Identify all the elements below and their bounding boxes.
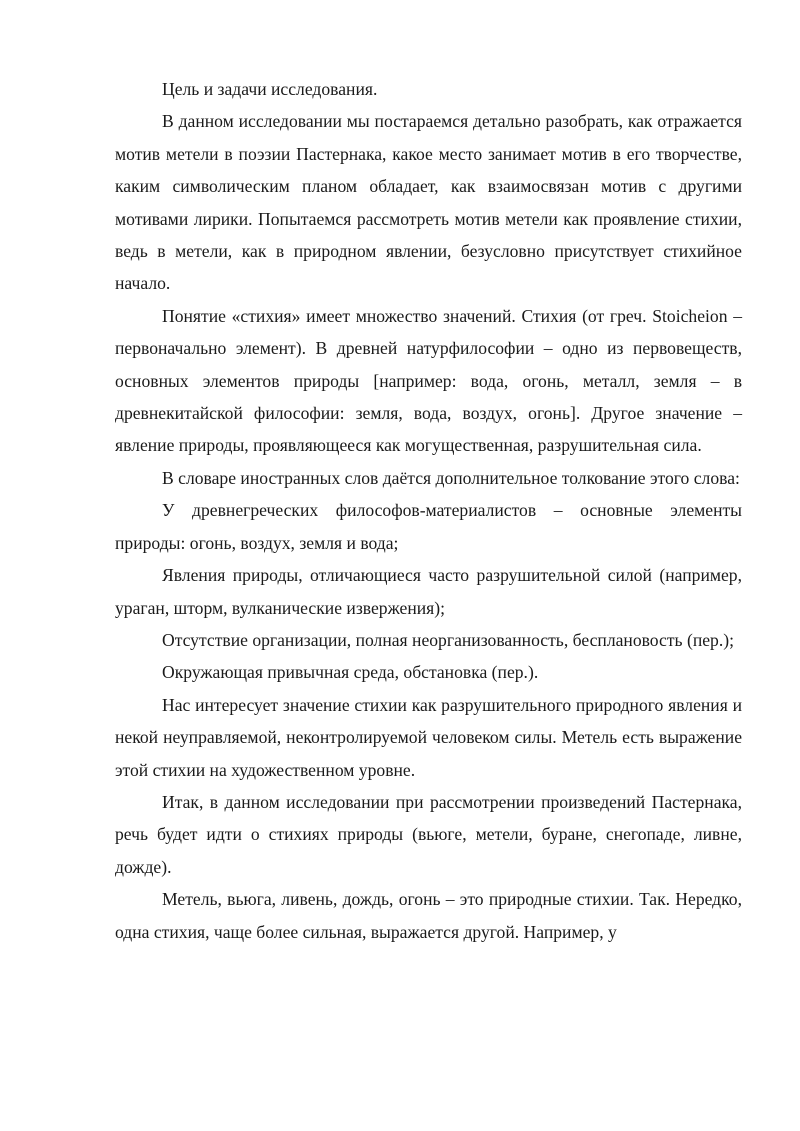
definition-item-3: Отсутствие организации, полная неорганизованность, бесплановость (пер.); (162, 629, 734, 650)
paragraph-research-goal: В данном исследовании мы постараемся детально разобрать, как отражается мотив метели в поэзии Пастернака, какое место занимает мотив в его творчестве, каким символическим планом обладает, как взаимосвязан мотив с другими мотивами лирики. Попытаемся рассмотреть мотив метели как проявление стихии, ведь в метели, как в природном явлении, безусловно присутствует стихийное начало. (115, 111, 742, 294)
paragraph-interest: Нас интересует значение стихии как разрушительного природного явления и некой неуправляемой, неконтролируемой человеком силы. Метель есть выражение этой стихии на художественном уровне. (115, 694, 742, 780)
paragraph-dictionary-intro: В словаре иностранных слов даётся дополнительное толкование этого слова: (162, 467, 740, 488)
document-body (115, 73, 742, 948)
definition-item-4: Окружающая привычная среда, обстановка (пер.). (162, 662, 539, 683)
definition-item-1: У древнегреческих философов-материалистов – основные элементы природы: огонь, воздух, земля и вода; (115, 500, 742, 553)
paragraph-natural-elements: Метель, вьюга, ливень, дождь, огонь – это природные стихии. Так. Нередко, одна стихия, чаще более сильная, выражается другой. Например, у (115, 889, 742, 942)
paragraph-scope: Итак, в данном исследовании при рассмотрении произведений Пастернака, речь будет идти о стихиях природы (вьюге, метели, буране, снегопаде, ливне, дожде). (115, 791, 742, 877)
paragraph-stikhiya-concept: Понятие «стихия» имеет множество значений. Стихия (от греч. Stoicheion – первоначально элемент). В древней натурфилософии – одно из первовеществ, основных элементов природы [например: вода, огонь, металл, земля – в древнекитайской философии: земля, вода, воздух, огонь]. Другое значение – явление природы, проявляющееся как могущественная, разрушительная сила. (115, 305, 742, 456)
definition-item-2: Явления природы, отличающиеся часто разрушительной силой (например, ураган, шторм, вулканические извержения); (115, 565, 742, 618)
section-heading: Цель и задачи исследования. (162, 79, 378, 99)
